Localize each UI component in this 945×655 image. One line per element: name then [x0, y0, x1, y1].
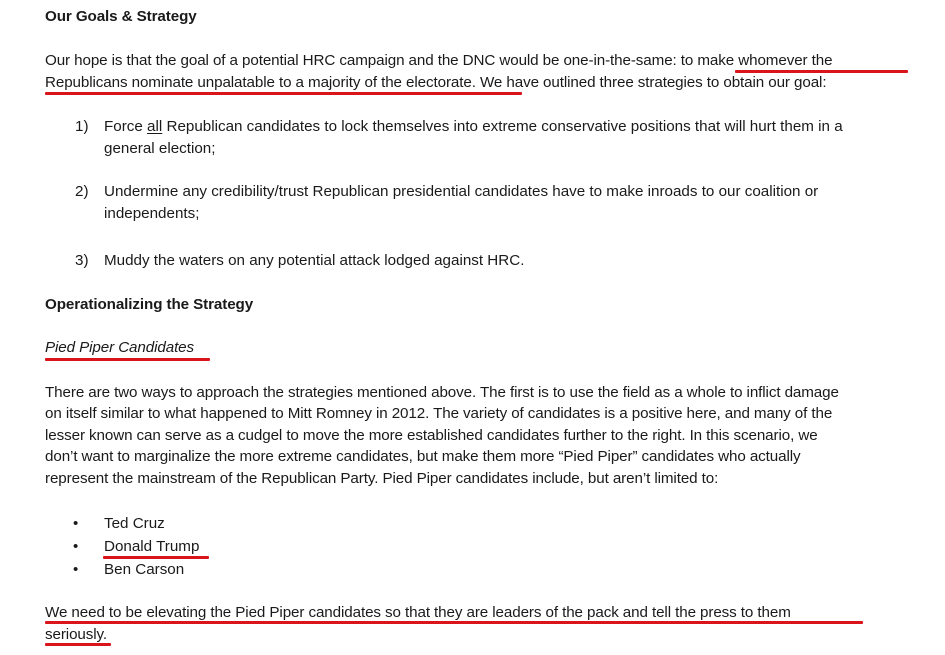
- bullet-icon: •: [73, 538, 79, 555]
- closing-line-2: [45, 625, 107, 645]
- strategy-2-number: 2): [75, 183, 89, 200]
- strategy-1-line-2: general election;: [104, 140, 216, 157]
- goal-text-intro: Our hope is that the goal of a potential HRC campaign and the DNC would be one-in-the-same:: [45, 52, 681, 69]
- goal-text-outro: . We have outlined three strategies to obtain our goal:: [471, 74, 827, 91]
- strategy-1-text-b: Republican candidates to lock themselves into extreme conservative positions that will hurt them in a: [162, 118, 843, 135]
- strategy-3-line-1: Muddy the waters on any potential attack lodged against HRC.: [104, 252, 525, 269]
- candidate-item: Ben Carson: [104, 561, 185, 578]
- strategy-1-line-1: [104, 117, 843, 137]
- heading-operationalizing: Operationalizing the Strategy: [45, 296, 254, 313]
- red-underline-closing-2: [45, 643, 111, 646]
- closing-line-1: We need to be elevating the Pied Piper candidates so that they are leaders of the pack and tell the press to them: [45, 604, 791, 621]
- strategy-1-underlined-all: all: [147, 118, 163, 135]
- closing-highlight: seriously: [45, 626, 103, 643]
- approach-line-3: lesser known can serve as a cudgel to move the more established candidates further to the right. In this scenario, we: [45, 427, 818, 444]
- approach-line-2: on itself similar to what happened to Mitt Romney in 2012. The variety of candidates is a positive here, and many of the: [45, 405, 833, 422]
- strategy-2-line-2: independents;: [104, 205, 200, 222]
- approach-line-4: don’t want to marginalize the more extreme candidates, but make them more “Pied Piper” candidates who actually: [45, 448, 801, 465]
- strategy-1-text-a: Force: [104, 118, 148, 135]
- red-underline-subheading: [45, 358, 210, 361]
- strategy-3-number: 3): [75, 252, 89, 269]
- goal-text-highlight-1: to make whomever the: [680, 52, 833, 69]
- red-underline-candidate: [103, 556, 209, 559]
- goal-text-highlight-2: Republicans nominate unpalatable to a majority of the electorate: [45, 74, 472, 91]
- heading-goals-strategy: Our Goals & Strategy: [45, 8, 197, 25]
- strategy-2-line-1: Undermine any credibility/trust Republican presidential candidates have to make inroads to our coalition or: [104, 183, 819, 200]
- strategy-1-number: 1): [75, 118, 89, 135]
- candidate-item: Donald Trump: [104, 538, 200, 555]
- candidate-item: Ted Cruz: [104, 515, 165, 532]
- bullet-icon: •: [73, 515, 79, 532]
- red-underline-closing-1: [45, 621, 863, 624]
- closing-period: .: [102, 626, 108, 643]
- subheading-pied-piper: Pied Piper Candidates: [45, 339, 195, 356]
- goal-paragraph-line-1: [45, 51, 832, 71]
- red-underline-goal-1: [735, 70, 908, 73]
- goal-paragraph-line-2: [45, 73, 826, 93]
- red-underline-goal-2: [45, 92, 522, 95]
- approach-line-1: There are two ways to approach the strategies mentioned above. The first is to use the field as a whole to inflict damage: [45, 384, 839, 401]
- approach-line-5: represent the mainstream of the Republican Party. Pied Piper candidates include, but aren’t limited to:: [45, 470, 719, 487]
- bullet-icon: •: [73, 561, 79, 578]
